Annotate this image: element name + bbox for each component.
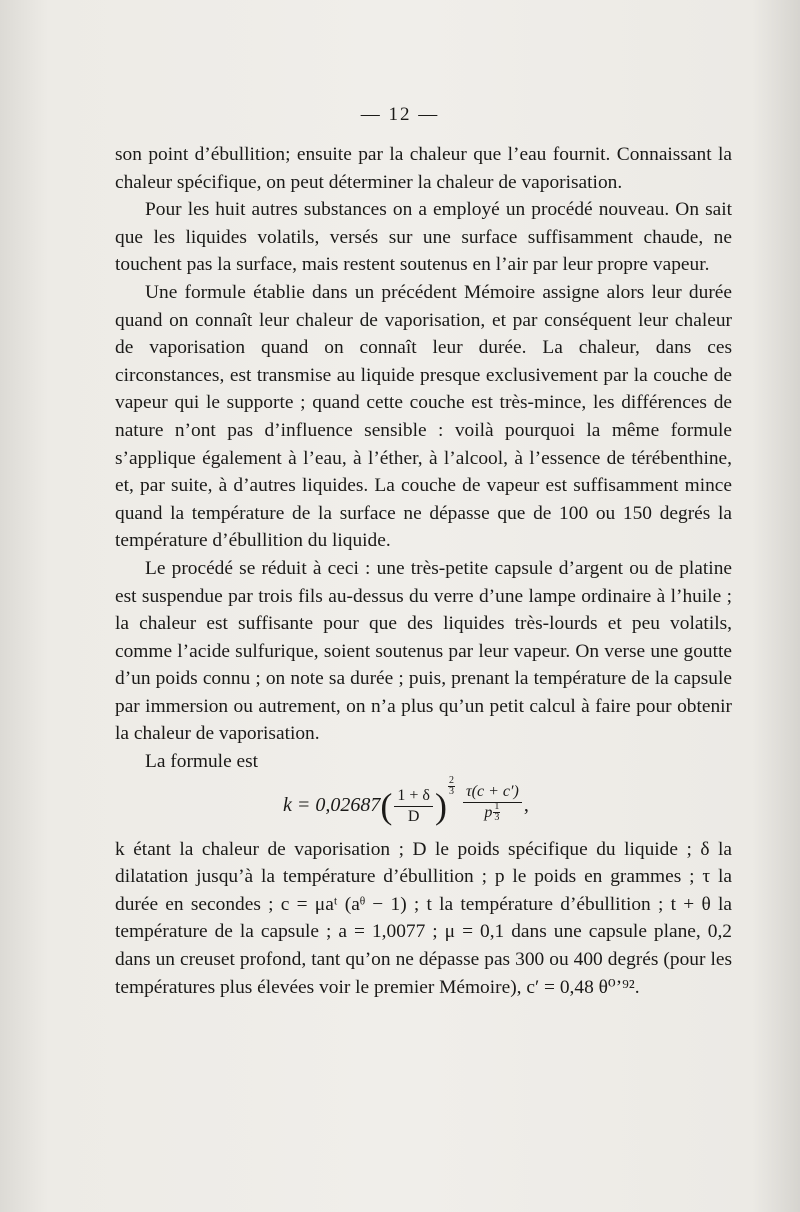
formula-denominator-exp-denominator: 3 <box>494 811 500 823</box>
text-body <box>115 141 732 1001</box>
formula-main-numerator: τ(c + c′) <box>463 782 522 803</box>
formula-main-fraction <box>463 782 522 831</box>
formula-inner-denominator: D <box>407 807 420 825</box>
formula-close-paren: ) <box>434 786 447 827</box>
paragraph-procedure-description: Le procédé se réduit à ceci : une très-petite capsule d’argent ou de platine est suspendue par trois fils au-dessus du verre d’une lampe ordinaire à l’huile ; la chaleur est suffisante pour que des liquides très-lourds et peu volatils, comme l’acide sulfurique, soient soutenus par leur vapeur. On verse une goutte d’un poids connu ; on note sa durée ; puis, prenant la température de la capsule par immersion ou autrement, on n’a plus qu’un petit calcul à faire pour obtenir la chaleur de vaporisation. <box>115 557 732 745</box>
formula-lhs: k = 0,02687 <box>283 794 381 817</box>
formula-main-denominator <box>481 800 503 831</box>
formula-inner-numerator: 1 + δ <box>394 786 433 807</box>
formula-trailing-comma: , <box>523 794 529 817</box>
formula-exponent-numerator: 2 <box>448 774 454 786</box>
formula-denominator-exp-numerator: 1 <box>494 800 500 812</box>
formula-open-paren: ( <box>380 786 393 827</box>
paragraph-definitions: k étant la chaleur de vaporisation ; D le poids spécifique du liquide ; δ la dilatation jusqu’à la température d’ébullition ; p le poids en grammes ; τ la durée en secondes ; c = μaᵗ (aᶿ − 1) ; t la température d’ébullition ; t + θ la température de la capsule ; a = 1,0077 ; μ = 0,1 dans une capsule plane, 0,2 dans un creuset profond, tant qu’on ne dépasse pas 300 ou 400 degrés (pour les températures plus élevées voir le premier Mémoire), c′ = 0,48 θ⁰ʼ⁹². <box>115 838 732 998</box>
paragraph-new-procedure: Pour les huit autres substances on a employé un procédé nouveau. On sait que les liquides volatils, versés sur une surface suffisamment chaude, ne touchent pas la surface, mais restent soutenus en l’air par leur propre vapeur. <box>115 199 732 276</box>
formula-exponent-denominator: 3 <box>448 785 454 797</box>
formula-exponent <box>448 776 455 797</box>
paragraph-continuation: son point d’ébullition; ensuite par la chaleur que l’eau fournit. Connaissant la chaleur spécifique, on peut déterminer la chaleur de vaporisation. <box>115 144 732 193</box>
formula-intro: La formule est <box>145 751 259 773</box>
formula-equation <box>283 774 529 831</box>
formula-main-denominator-base: p <box>484 803 493 821</box>
paragraph-formula-memoire: Une formule établie dans un précédent Mémoire assigne alors leur durée quand on connaît leur chaleur de vaporisation, et par conséquent leur chaleur de vaporisation quand on connaît leur durée. La chaleur, dans ces circonstances, est transmise au liquide presque exclusivement par la couche de vapeur qui le supporte ; quand cette couche est très-mince, les différences de nature n’ont pas d’influence sensible : voilà pourquoi la même formule s’applique également à l’eau, à l’éther, à l’alcool, à l’essence de térébenthine, et, par suite, à d’autres liquides. La couche de vapeur est suffisamment mince quand la température de la surface ne dépasse que de 100 ou 150 degrés la température d’ébullition du liquide. <box>115 281 732 552</box>
formula-main-denominator-exponent <box>493 802 500 823</box>
page-number: — 12 — <box>360 104 440 125</box>
formula-block <box>115 776 732 836</box>
formula-inner-fraction <box>394 786 433 827</box>
